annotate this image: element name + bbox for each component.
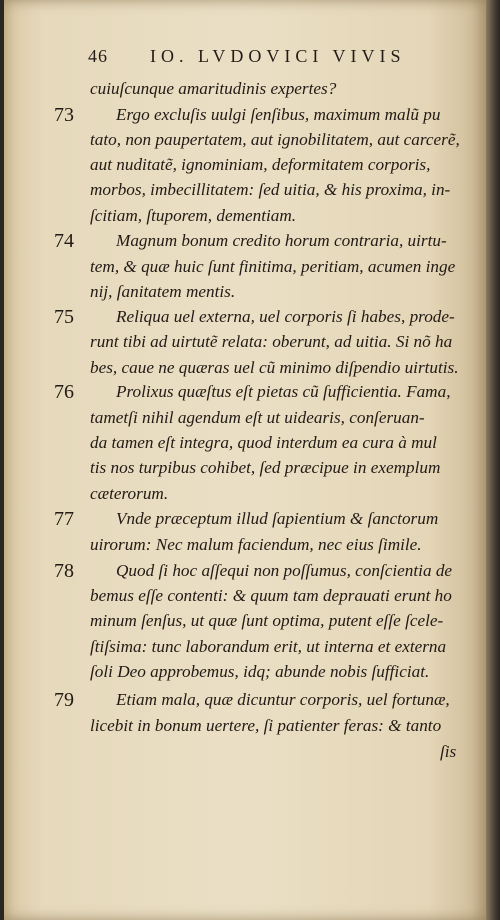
text-line: Etiam mala, quæ dicuntur corporis, uel fortunæ, [116, 690, 450, 709]
text-line: licebit in bonum uertere, ſi patienter feras: & tanto [90, 716, 442, 735]
section-number: 78 [54, 560, 74, 582]
text-line: tem, & quæ huic ſunt finitima, peritiam, acumen inge [90, 257, 456, 276]
text-line: bes, caue ne quæras uel cũ minimo diſpendio uirtutis. [90, 358, 459, 377]
text-line: tametſi nihil agendum eſt ut uidearis, conſeruan- [90, 408, 425, 427]
running-head: IO. LVDOVICI VIVIS [150, 46, 406, 66]
text-line: nij, ſanitatem mentis. [90, 282, 236, 301]
text-line: minum ſenſus, ut quæ ſunt optima, putent eſſe ſcele- [90, 611, 444, 630]
text-line: ſtiſsima: tunc laborandum erit, ut interna et externa [90, 637, 447, 656]
section-number: 76 [54, 381, 74, 403]
text-line: aut nuditatẽ, ignominiam, deformitatem corporis, [90, 155, 431, 174]
text-line: uirorum: Nec malum faciendum, nec eius ſimile. [90, 535, 422, 554]
text-line: cæterorum. [90, 484, 169, 503]
text-line: ſoli Deo approbemus, idq; abunde nobis ſufficiat. [90, 662, 430, 681]
text-line: Ergo excluſis uulgi ſenſibus, maximum malũ pu [116, 105, 441, 124]
text-line: bemus eſſe contenti: & quum tam deprauati erunt ho [90, 586, 452, 605]
text-line: Prolixus quæſtus eſt pietas cũ ſufficientia. Fama, [116, 382, 451, 401]
text-line: Vnde præceptum illud ſapientium & ſanctorum [116, 509, 439, 528]
section-number: 74 [54, 230, 74, 252]
text-line: Magnum bonum credito horum contraria, uirtu- [116, 231, 447, 250]
page-header [88, 46, 430, 72]
text-line: runt tibi ad uirtutẽ relata: oberunt, ad uitia. Si nõ ha [90, 332, 453, 351]
catchword: ſis [440, 742, 457, 761]
text-line: tis nos turpibus cohibet, ſed præcipue in exemplum [90, 458, 441, 477]
text-line: tato, non paupertatem, aut ignobilitatem, aut carcerẽ, [90, 130, 460, 149]
text-line: cuiuſcunque amaritudinis expertes? [90, 79, 337, 98]
page-gutter-shadow [486, 0, 500, 920]
text-line: Reliqua uel externa, uel corporis ſi habes, prode- [116, 307, 455, 326]
section-number: 73 [54, 104, 74, 126]
section-number: 75 [54, 306, 74, 328]
text-line: da tamen eſt integra, quod interdum ea cura à mul [90, 433, 437, 452]
text-line: morbos, imbecillitatem: ſed uitia, & his proxima, in- [90, 180, 451, 199]
text-line: ſcitiam, ſtuporem, dementiam. [90, 206, 297, 225]
section-number: 79 [54, 689, 74, 711]
text-line: Quod ſi hoc aſſequi non poſſumus, conſcientia de [116, 561, 453, 580]
section-number: 77 [54, 508, 74, 530]
page-number: 46 [88, 46, 108, 66]
